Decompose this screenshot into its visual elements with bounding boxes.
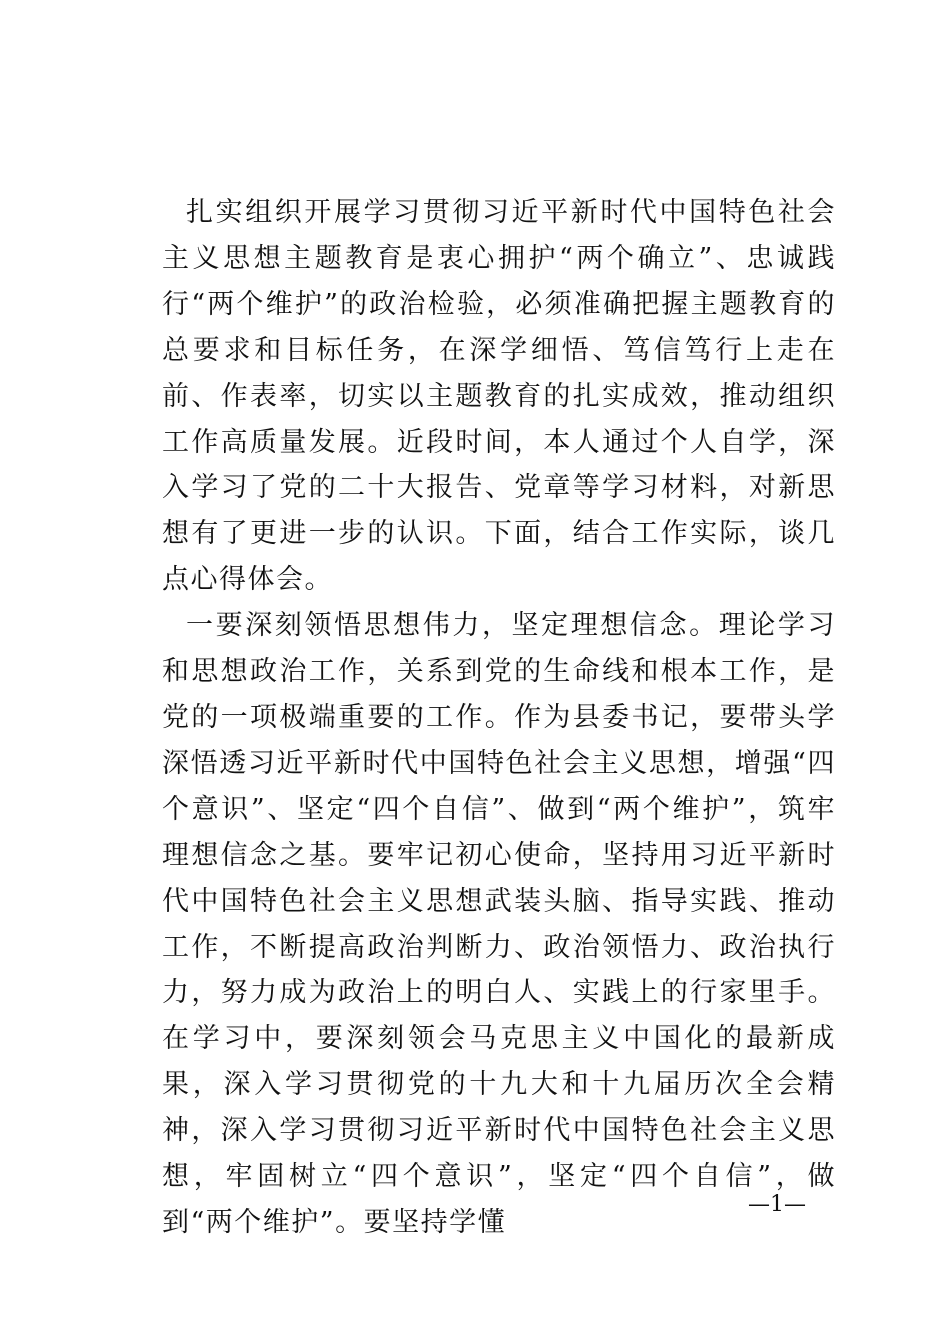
paragraph-point-one: 一要深刻领悟思想伟力，坚定理想信念。理论学习和思想政治工作，关系到党的生命线和根本工作，是党的一项极端重要的工作。作为县委书记，要带头学深悟透习近平新时代中国特色社会主义思想，增强“四个意识”、坚定“四个自信”、做到“两个维护”，筑牢理想信念之基。要牢记初心使命，坚持用习近平新时代中国特色社会主义思想武装头脑、指导实践、推动工作，不断提高政治判断力、政治领悟力、政治执行力，努力成为政治上的明白人、实践上的行家里手。在学习中，要深刻领会马克思主义中国化的最新成果，深入学习贯彻党的十九大和十九届历次全会精神，深入学习贯彻习近平新时代中国特色社会主义思想，牢固树立“四个意识”，坚定“四个自信”，做到“两个维护”。要坚持学懂 <box>162 610 836 1238</box>
body-text <box>162 190 836 1246</box>
paragraph-intro: 扎实组织开展学习贯彻习近平新时代中国特色社会主义思想主题教育是衷心拥护“两个确立”、忠诚践行“两个维护”的政治检验，必须准确把握主题教育的总要求和目标任务，在深学细悟、笃信笃行上走在前、作表率，切实以主题教育的扎实成效，推动组织工作高质量发展。近段时间，本人通过个人自学，深入学习了党的二十大报告、党章等学习材料，对新思想有了更进一步的认识。下面，结合工作实际，谈几点心得体会。 <box>162 197 836 596</box>
page-number: —1— <box>748 1192 806 1217</box>
